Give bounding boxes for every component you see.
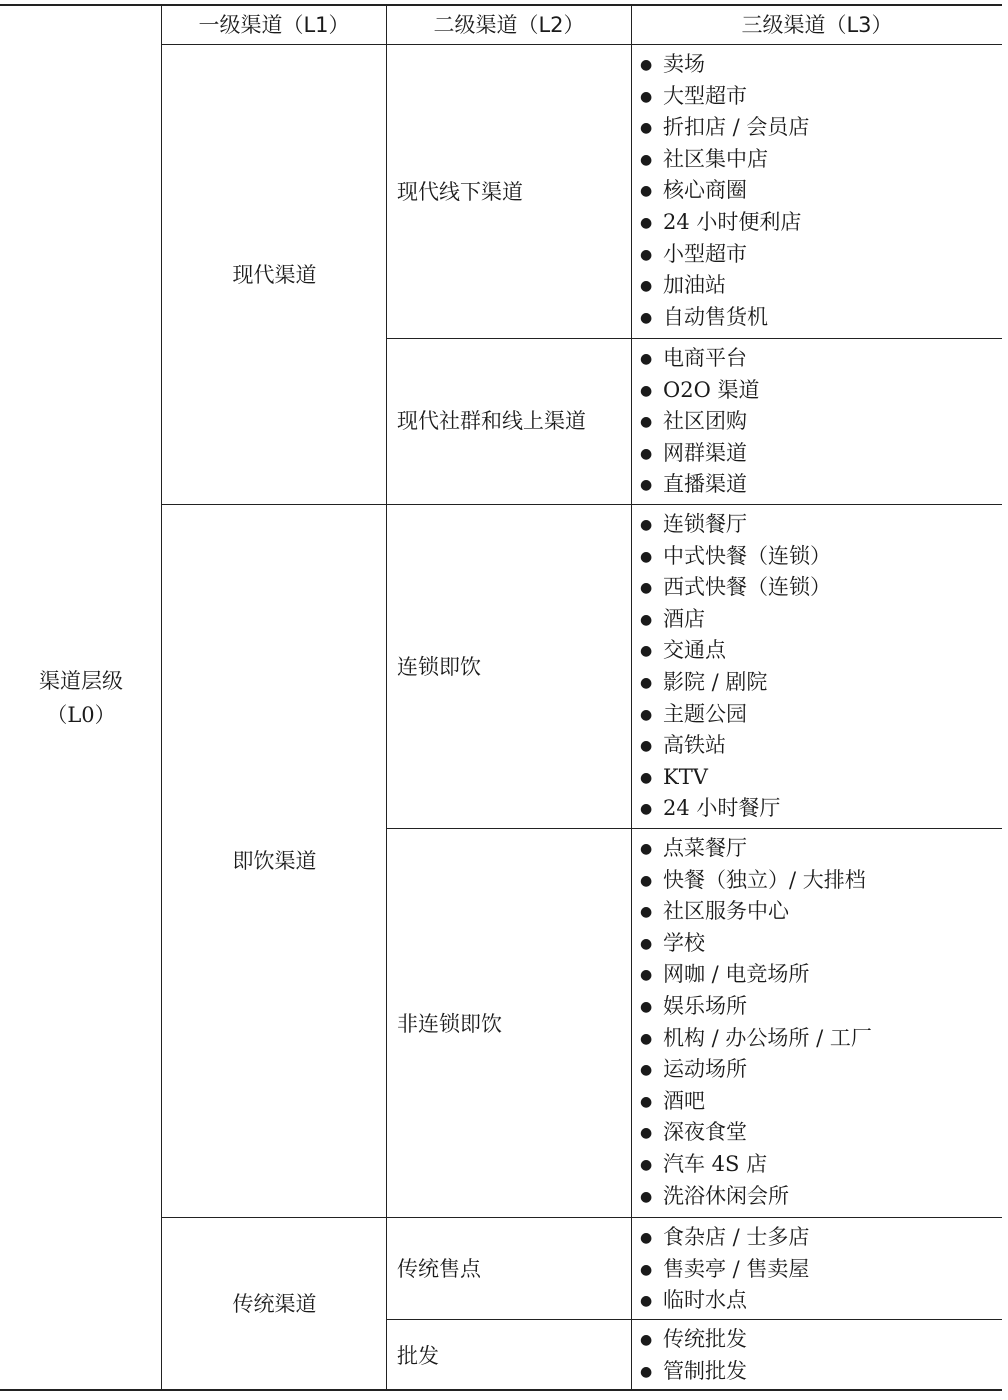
- list-item: ● 加油站: [640, 270, 1002, 302]
- list-item: ● O2O 渠道: [640, 375, 1002, 407]
- list-item: ● 交通点: [640, 635, 1002, 667]
- list-item: ● 食杂店 / 士多店: [640, 1222, 1002, 1254]
- list-item: ● 网咖 / 电竞场所: [640, 959, 1002, 991]
- list-item: ● 24 小时餐厅: [640, 793, 1002, 825]
- list-item: ● 快餐（独立）/ 大排档: [640, 865, 1002, 897]
- list-item: ● 直播渠道: [640, 469, 1002, 501]
- list-item: ● 小型超市: [640, 239, 1002, 271]
- l2-traditional-outlets: 传统售点: [397, 1257, 481, 1281]
- row-divider-l2-3: [386, 1319, 1002, 1320]
- list-item: ● 西式快餐（连锁）: [640, 572, 1002, 604]
- row-divider-l1-2: [161, 1217, 1002, 1218]
- header-l2: 二级渠道（L2）: [433, 13, 585, 37]
- list-item: ● 深夜食堂: [640, 1117, 1002, 1149]
- list-item: ● 临时水点: [640, 1285, 1002, 1317]
- list-item: ● 社区团购: [640, 406, 1002, 438]
- list-item: ● 高铁站: [640, 730, 1002, 762]
- header-l1: 一级渠道（L1）: [198, 13, 350, 37]
- l0-label: [0, 664, 162, 732]
- l3-list: [640, 343, 1002, 501]
- l0-label-line1: 渠道层级: [39, 669, 123, 693]
- l2-chain-on-premise: 连锁即饮: [397, 655, 481, 679]
- list-item: ● 点菜餐厅: [640, 833, 1002, 865]
- l2-non-chain-on-premise: 非连锁即饮: [397, 1012, 502, 1036]
- list-item: ● 酒店: [640, 604, 1002, 636]
- l3-list: [640, 49, 1002, 333]
- l2-modern-online: 现代社群和线上渠道: [397, 409, 586, 433]
- list-item: ● 大型超市: [640, 81, 1002, 113]
- list-item: ● 折扣店 / 会员店: [640, 112, 1002, 144]
- list-item: ● 核心商圈: [640, 175, 1002, 207]
- list-item: ● 主题公园: [640, 699, 1002, 731]
- l1-traditional-channel: 传统渠道: [232, 1292, 317, 1316]
- list-item: ● 网群渠道: [640, 438, 1002, 470]
- list-item: ● 售卖亭 / 售卖屋: [640, 1254, 1002, 1286]
- header-underline: [161, 44, 1002, 45]
- header-l3: 三级渠道（L3）: [741, 13, 893, 37]
- row-divider-l2-1: [386, 338, 1002, 339]
- l1-modern-channel: 现代渠道: [232, 263, 317, 287]
- row-divider-l2-2: [386, 828, 1002, 829]
- list-item: ● 机构 / 办公场所 / 工厂: [640, 1023, 1002, 1055]
- list-item: ● 电商平台: [640, 343, 1002, 375]
- list-item: ● 娱乐场所: [640, 991, 1002, 1023]
- list-item: ● 连锁餐厅: [640, 509, 1002, 541]
- list-item: ● 社区集中店: [640, 144, 1002, 176]
- row-divider-l1-1: [161, 504, 1002, 505]
- list-item: ● 自动售货机: [640, 302, 1002, 334]
- l1-on-premise-channel: 即饮渠道: [232, 849, 317, 873]
- list-item: ● 管制批发: [640, 1356, 1002, 1388]
- list-item: ● 卖场: [640, 49, 1002, 81]
- list-item: ● 运动场所: [640, 1054, 1002, 1086]
- list-item: ● 洗浴休闲会所: [640, 1181, 1002, 1213]
- l3-list: [640, 1324, 1002, 1387]
- l2-wholesale: 批发: [397, 1344, 439, 1368]
- l0-label-line2: （L0）: [46, 703, 116, 727]
- list-item: ● 酒吧: [640, 1086, 1002, 1118]
- list-item: ● 汽车 4S 店: [640, 1149, 1002, 1181]
- col-divider-l2-l3: [631, 5, 632, 1390]
- list-item: ● 学校: [640, 928, 1002, 960]
- l3-list: [640, 833, 1002, 1212]
- list-item: ● 社区服务中心: [640, 896, 1002, 928]
- list-item: ● 中式快餐（连锁）: [640, 541, 1002, 573]
- list-item: ● 24 小时便利店: [640, 207, 1002, 239]
- list-item: ● KTV: [640, 762, 1002, 794]
- list-item: ● 影院 / 剧院: [640, 667, 1002, 699]
- l3-list: [640, 1222, 1002, 1317]
- list-item: ● 传统批发: [640, 1324, 1002, 1356]
- l2-modern-offline: 现代线下渠道: [397, 180, 523, 204]
- bottom-border: [0, 1389, 1002, 1391]
- l3-list: [640, 509, 1002, 825]
- col-divider-l1-l2: [386, 5, 387, 1390]
